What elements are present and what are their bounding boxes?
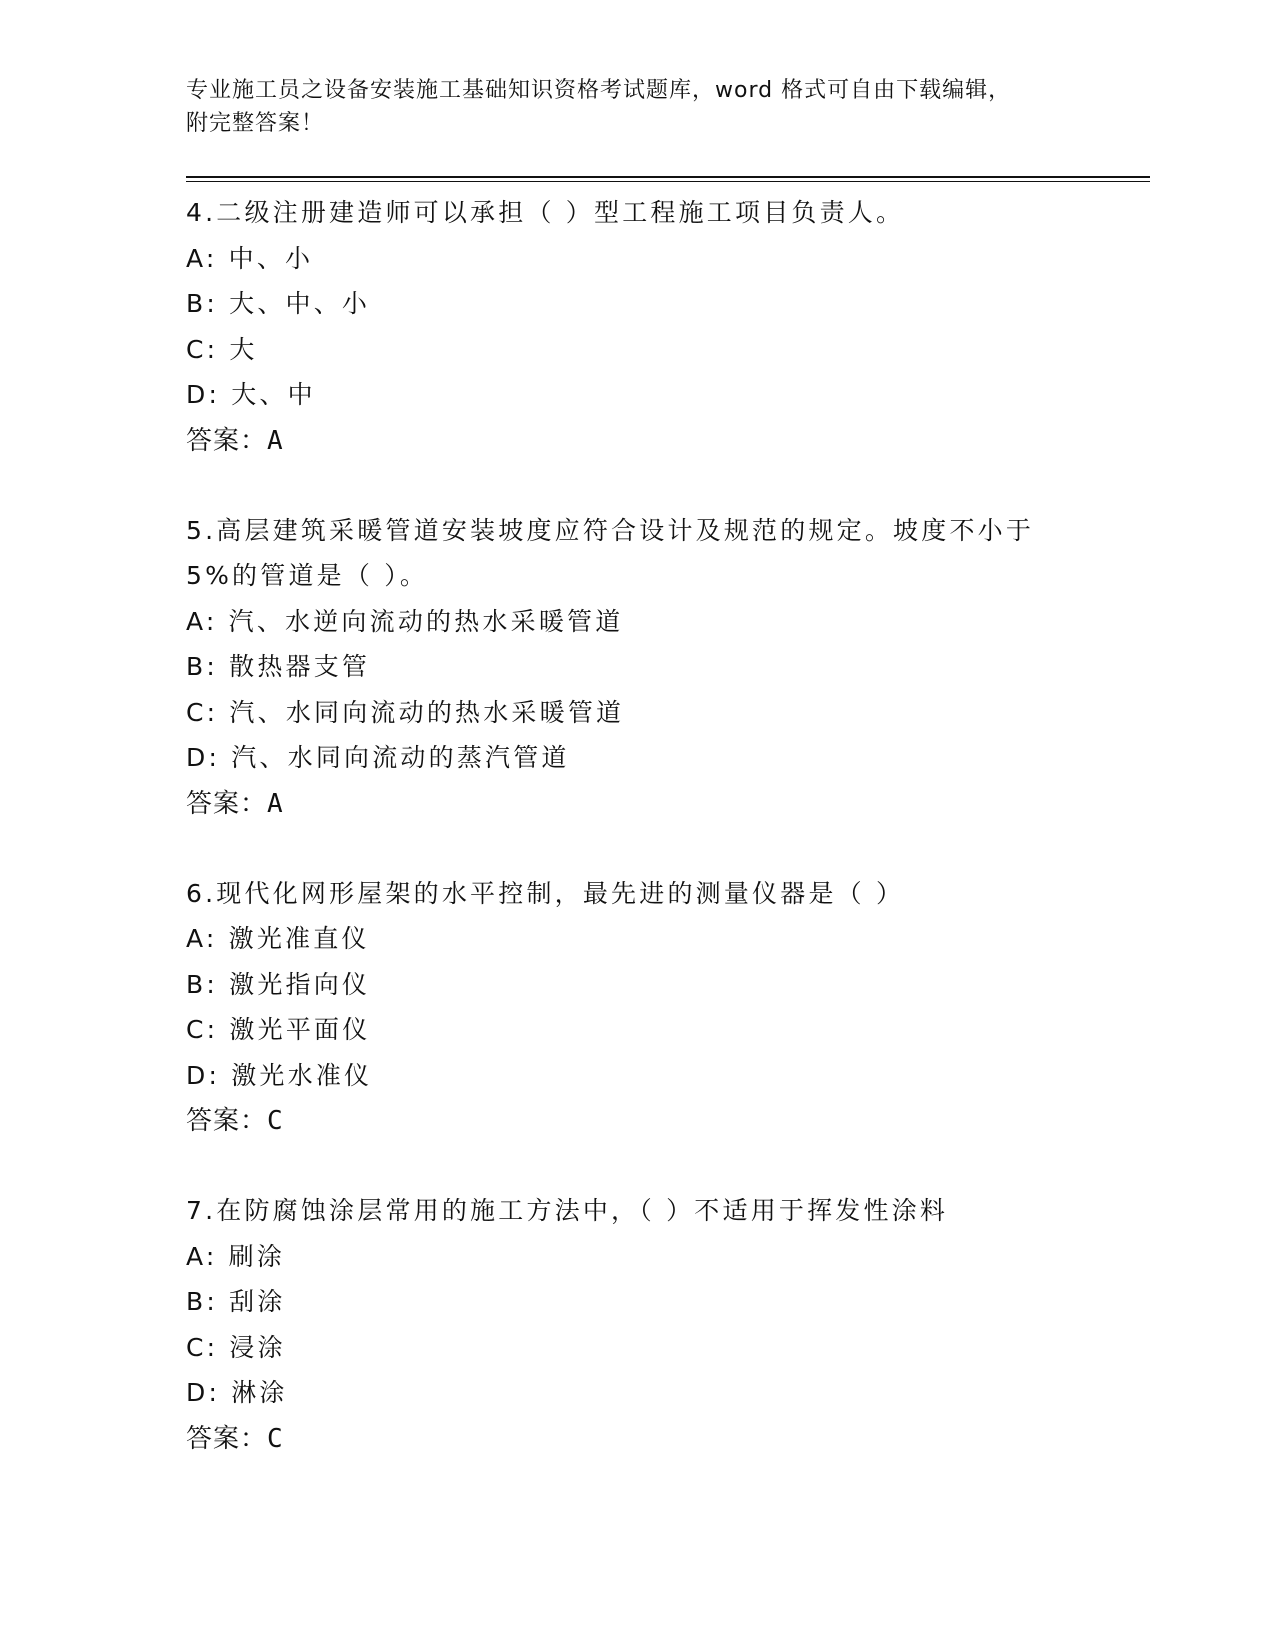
- question-list: [186, 190, 1146, 1506]
- answer-line: [186, 1416, 1146, 1462]
- question-5: [186, 508, 1146, 827]
- question-stem: 6.现代化网形屋架的水平控制，最先进的测量仪器是（ ）: [186, 878, 905, 908]
- question-7: [186, 1188, 1146, 1462]
- answer-label: 答案：: [186, 788, 268, 819]
- option-d: D: 激光水准仪: [186, 1060, 373, 1090]
- question-4: [186, 190, 1146, 464]
- question-6: [186, 871, 1146, 1145]
- option-b: B: 大、中、小: [186, 289, 371, 318]
- option-d: D: 汽、水同向流动的蒸汽管道: [186, 743, 570, 772]
- header-line-2: 附完整答案！: [186, 111, 325, 136]
- answer-line: [186, 418, 1146, 464]
- answer-value: C: [267, 1106, 284, 1136]
- answer-label: 答案：: [186, 1423, 268, 1454]
- option-c: C: 浸涂: [186, 1332, 286, 1362]
- option-d: D: 淋涂: [186, 1378, 288, 1407]
- option-a: A: 汽、水逆向流动的热水采暖管道: [186, 606, 624, 636]
- question-stem-continued: 5%的管道是（ ）。: [186, 561, 429, 590]
- option-c: C: 汽、水同向流动的热水采暖管道: [186, 697, 625, 727]
- header-divider-thick: [186, 176, 1150, 178]
- question-stem: 5.高层建筑采暖管道安装坡度应符合设计及规范的规定。坡度不小于: [186, 515, 1035, 545]
- option-b: B: 散热器支管: [186, 652, 371, 681]
- option-a: A: 中、小: [186, 243, 314, 273]
- option-d: D: 大、中: [186, 380, 316, 409]
- header-divider-thin: [186, 181, 1150, 182]
- option-b: B: 激光指向仪: [186, 969, 371, 999]
- answer-line: [186, 1098, 1146, 1144]
- answer-value: A: [267, 425, 284, 456]
- option-b: B: 刮涂: [186, 1287, 286, 1316]
- answer-value: C: [267, 1423, 284, 1454]
- document-header: [186, 74, 1086, 140]
- answer-value: A: [267, 788, 284, 819]
- option-a: A: 刷涂: [186, 1241, 286, 1271]
- answer-line: [186, 781, 1146, 827]
- option-c: C: 大: [186, 334, 258, 364]
- answer-label: 答案：: [186, 425, 268, 456]
- option-c: C: 激光平面仪: [186, 1015, 371, 1044]
- question-stem: 7.在防腐蚀涂层常用的施工方法中，（ ）不适用于挥发性涂料: [186, 1196, 949, 1225]
- question-stem: 4.二级注册建造师可以承担（ ）型工程施工项目负责人。: [186, 198, 905, 227]
- option-a: A: 激光准直仪: [186, 924, 370, 953]
- header-line-1: 专业施工员之设备安装施工基础知识资格考试题库，word 格式可自由下载编辑，: [186, 78, 1012, 103]
- answer-label: 答案：: [186, 1106, 268, 1136]
